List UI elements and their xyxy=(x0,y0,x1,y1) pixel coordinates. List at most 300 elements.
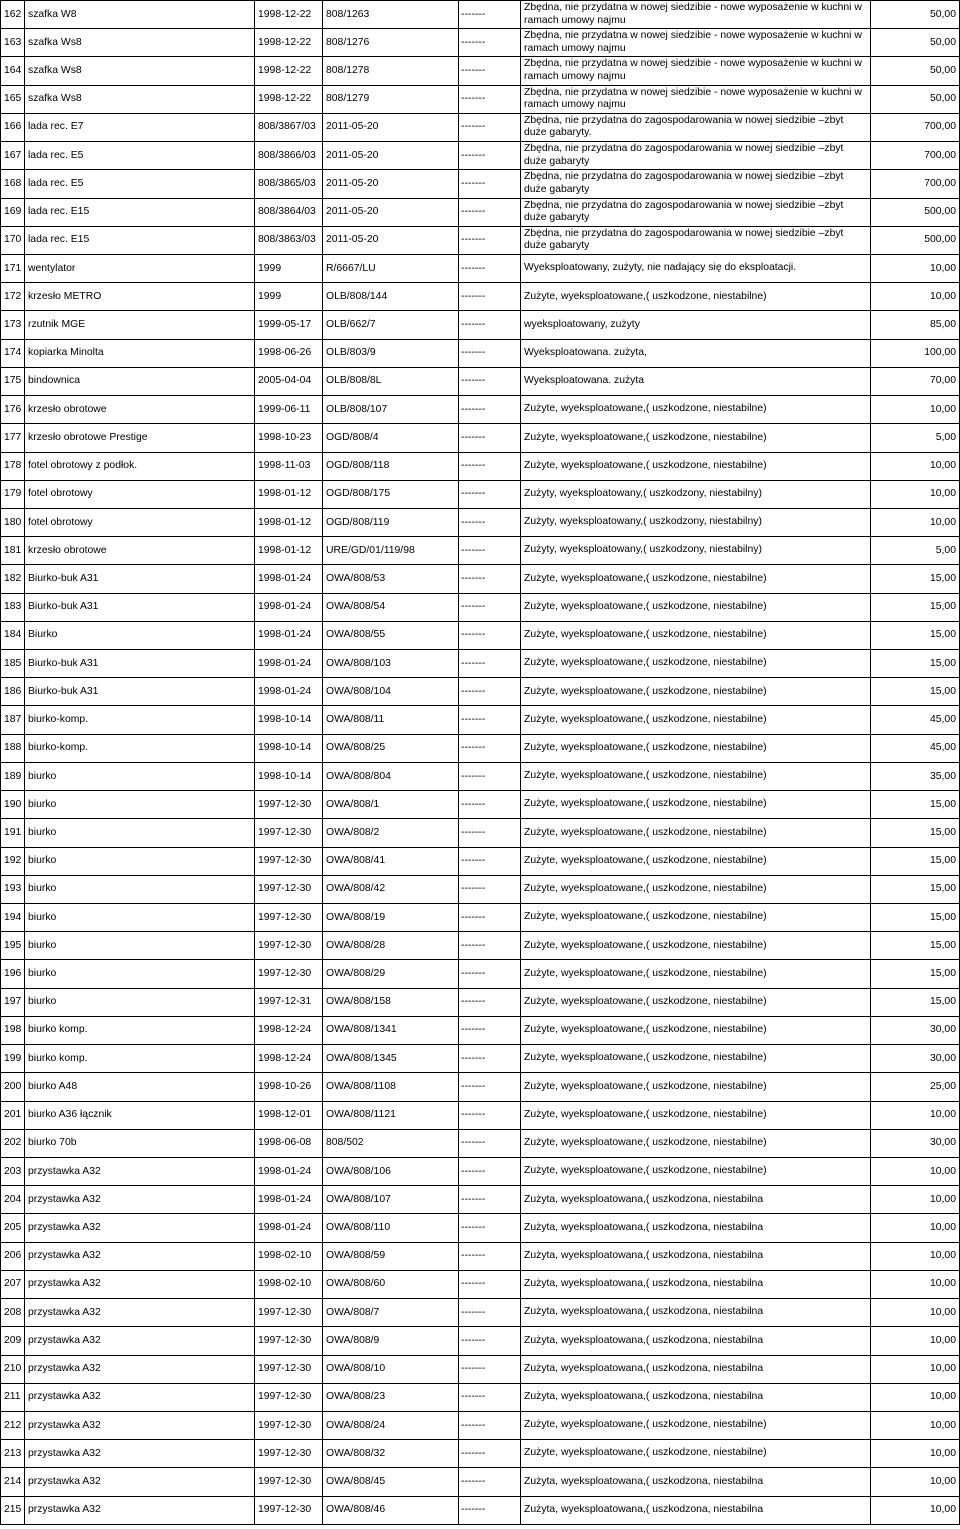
table-row xyxy=(1,621,960,649)
item-name: szafka Ws8 xyxy=(25,85,255,113)
row-number: 206 xyxy=(1,1242,25,1270)
acquisition-date: 1998-10-14 xyxy=(255,762,323,790)
table-row xyxy=(1,1157,960,1185)
placeholder-cell: ------- xyxy=(459,1,521,29)
acquisition-date: 1997-12-30 xyxy=(255,847,323,875)
table-row xyxy=(1,1468,960,1496)
item-name: wentylator xyxy=(25,254,255,282)
item-name: biurko xyxy=(25,960,255,988)
table-row xyxy=(1,1045,960,1073)
table-row xyxy=(1,1440,960,1468)
row-number: 202 xyxy=(1,1129,25,1157)
table-row xyxy=(1,226,960,254)
item-name: fotel obrotowy z podłok. xyxy=(25,452,255,480)
disposal-reason: Zużyte, wyeksploatowane,( uszkodzone, niestabilne) xyxy=(521,875,871,903)
item-value: 15,00 xyxy=(871,819,960,847)
placeholder-cell: ------- xyxy=(459,1299,521,1327)
item-name: biurko xyxy=(25,988,255,1016)
item-value: 10,00 xyxy=(871,1101,960,1129)
table-row xyxy=(1,734,960,762)
item-value: 15,00 xyxy=(871,960,960,988)
placeholder-cell: ------- xyxy=(459,988,521,1016)
item-name: przystawka A32 xyxy=(25,1468,255,1496)
placeholder-cell: ------- xyxy=(459,311,521,339)
acquisition-date: 1998-02-10 xyxy=(255,1270,323,1298)
placeholder-cell: ------- xyxy=(459,650,521,678)
inventory-number: OWA/808/53 xyxy=(323,565,459,593)
placeholder-cell: ------- xyxy=(459,1186,521,1214)
placeholder-cell: ------- xyxy=(459,113,521,141)
acquisition-date: 1997-12-30 xyxy=(255,1496,323,1524)
row-number: 171 xyxy=(1,254,25,282)
acquisition-date: 1997-12-31 xyxy=(255,988,323,1016)
inventory-number: 2011-05-20 xyxy=(323,226,459,254)
inventory-number: URE/GD/01/119/98 xyxy=(323,537,459,565)
placeholder-cell: ------- xyxy=(459,1383,521,1411)
item-name: przystawka A32 xyxy=(25,1242,255,1270)
acquisition-date: 1998-12-22 xyxy=(255,57,323,85)
table-row xyxy=(1,847,960,875)
placeholder-cell: ------- xyxy=(459,142,521,170)
row-number: 180 xyxy=(1,508,25,536)
item-value: 15,00 xyxy=(871,650,960,678)
inventory-number: OLB/803/9 xyxy=(323,339,459,367)
item-name: przystawka A32 xyxy=(25,1383,255,1411)
disposal-reason: Zużyte, wyeksploatowane,( uszkodzone, niestabilne) xyxy=(521,1101,871,1129)
row-number: 195 xyxy=(1,932,25,960)
disposal-reason: Zużyta, wyeksploatowana,( uszkodzona, niestabilna xyxy=(521,1468,871,1496)
item-value: 5,00 xyxy=(871,424,960,452)
inventory-number: OWA/808/25 xyxy=(323,734,459,762)
table-row xyxy=(1,424,960,452)
table-row xyxy=(1,791,960,819)
table-row xyxy=(1,565,960,593)
row-number: 191 xyxy=(1,819,25,847)
row-number: 178 xyxy=(1,452,25,480)
acquisition-date: 808/3867/03 xyxy=(255,113,323,141)
placeholder-cell: ------- xyxy=(459,1129,521,1157)
row-number: 170 xyxy=(1,226,25,254)
inventory-number: OWA/808/1 xyxy=(323,791,459,819)
disposal-reason: Zużyta, wyeksploatowana,( uszkodzona, niestabilna xyxy=(521,1299,871,1327)
row-number: 167 xyxy=(1,142,25,170)
item-name: przystawka A32 xyxy=(25,1496,255,1524)
item-value: 15,00 xyxy=(871,621,960,649)
placeholder-cell: ------- xyxy=(459,1327,521,1355)
table-row xyxy=(1,339,960,367)
item-name: biurko xyxy=(25,762,255,790)
table-row xyxy=(1,170,960,198)
inventory-number: 808/1276 xyxy=(323,29,459,57)
inventory-number: OWA/808/104 xyxy=(323,678,459,706)
row-number: 215 xyxy=(1,1496,25,1524)
disposal-reason: Zbędna, nie przydatna w nowej siedzibie - nowe wyposażenie w kuchni w ramach umowy najmu xyxy=(521,1,871,29)
row-number: 198 xyxy=(1,1016,25,1044)
row-number: 165 xyxy=(1,85,25,113)
inventory-number: OWA/808/32 xyxy=(323,1440,459,1468)
item-value: 10,00 xyxy=(871,508,960,536)
disposal-reason: Zużyte, wyeksploatowane,( uszkodzone, niestabilne) xyxy=(521,621,871,649)
item-value: 30,00 xyxy=(871,1045,960,1073)
inventory-number: OWA/808/19 xyxy=(323,904,459,932)
disposal-reason: Zużyte, wyeksploatowane,( uszkodzone, niestabilne) xyxy=(521,452,871,480)
disposal-reason: Zużyte, wyeksploatowane,( uszkodzone, niestabilne) xyxy=(521,283,871,311)
inventory-number: OWA/808/45 xyxy=(323,1468,459,1496)
acquisition-date: 1998-02-10 xyxy=(255,1242,323,1270)
acquisition-date: 1997-12-30 xyxy=(255,1299,323,1327)
placeholder-cell: ------- xyxy=(459,424,521,452)
row-number: 208 xyxy=(1,1299,25,1327)
inventory-number: 808/502 xyxy=(323,1129,459,1157)
item-name: przystawka A32 xyxy=(25,1299,255,1327)
item-name: szafka Ws8 xyxy=(25,29,255,57)
disposal-reason: Zużyta, wyeksploatowana,( uszkodzona, niestabilna xyxy=(521,1496,871,1524)
item-name: przystawka A32 xyxy=(25,1355,255,1383)
item-name: Biurko-buk A31 xyxy=(25,650,255,678)
item-name: bindownica xyxy=(25,367,255,395)
item-value: 10,00 xyxy=(871,1299,960,1327)
item-value: 15,00 xyxy=(871,565,960,593)
table-row xyxy=(1,1073,960,1101)
table-row xyxy=(1,367,960,395)
inventory-number: 2011-05-20 xyxy=(323,113,459,141)
inventory-number: OWA/808/106 xyxy=(323,1157,459,1185)
item-value: 10,00 xyxy=(871,1440,960,1468)
row-number: 193 xyxy=(1,875,25,903)
disposal-reason: Zużyte, wyeksploatowane,( uszkodzone, niestabilne) xyxy=(521,593,871,621)
row-number: 174 xyxy=(1,339,25,367)
disposal-reason: Wyeksploatowana. zużyta xyxy=(521,367,871,395)
item-name: rzutnik MGE xyxy=(25,311,255,339)
acquisition-date: 1998-01-24 xyxy=(255,565,323,593)
disposal-reason: Zużyte, wyeksploatowane,( uszkodzone, niestabilne) xyxy=(521,988,871,1016)
disposal-reason: Zużyte, wyeksploatowane,( uszkodzone, niestabilne) xyxy=(521,847,871,875)
table-row xyxy=(1,1327,960,1355)
disposal-reason: Zużyte, wyeksploatowane,( uszkodzone, niestabilne) xyxy=(521,819,871,847)
item-name: biurko xyxy=(25,791,255,819)
table-row xyxy=(1,1411,960,1439)
disposal-reason: Zbędna, nie przydatna w nowej siedzibie - nowe wyposażenie w kuchni w ramach umowy najmu xyxy=(521,57,871,85)
acquisition-date: 1999 xyxy=(255,254,323,282)
disposal-reason: wyeksploatowany, zużyty xyxy=(521,311,871,339)
placeholder-cell: ------- xyxy=(459,508,521,536)
item-value: 700,00 xyxy=(871,113,960,141)
acquisition-date: 1998-01-24 xyxy=(255,678,323,706)
row-number: 194 xyxy=(1,904,25,932)
inventory-number: OWA/808/9 xyxy=(323,1327,459,1355)
placeholder-cell: ------- xyxy=(459,198,521,226)
inventory-number: 2011-05-20 xyxy=(323,142,459,170)
item-value: 15,00 xyxy=(871,988,960,1016)
disposal-reason: Zużyte, wyeksploatowane,( uszkodzone, niestabilne) xyxy=(521,678,871,706)
table-row xyxy=(1,1129,960,1157)
acquisition-date: 1997-12-30 xyxy=(255,1383,323,1411)
item-value: 10,00 xyxy=(871,1468,960,1496)
row-number: 164 xyxy=(1,57,25,85)
placeholder-cell: ------- xyxy=(459,1270,521,1298)
table-row xyxy=(1,762,960,790)
item-name: lada rec. E5 xyxy=(25,142,255,170)
acquisition-date: 1998-01-24 xyxy=(255,621,323,649)
table-row xyxy=(1,706,960,734)
row-number: 214 xyxy=(1,1468,25,1496)
item-value: 50,00 xyxy=(871,85,960,113)
inventory-number: OLB/808/144 xyxy=(323,283,459,311)
inventory-number: OGD/808/4 xyxy=(323,424,459,452)
acquisition-date: 1998-01-24 xyxy=(255,650,323,678)
placeholder-cell: ------- xyxy=(459,1355,521,1383)
disposal-reason: Zużyte, wyeksploatowane,( uszkodzone, niestabilne) xyxy=(521,650,871,678)
table-row xyxy=(1,254,960,282)
disposal-reason: Zużyte, wyeksploatowane,( uszkodzone, niestabilne) xyxy=(521,1440,871,1468)
row-number: 199 xyxy=(1,1045,25,1073)
item-name: krzesło obrotowe Prestige xyxy=(25,424,255,452)
item-value: 10,00 xyxy=(871,1496,960,1524)
item-name: przystawka A32 xyxy=(25,1157,255,1185)
inventory-number: OGD/808/118 xyxy=(323,452,459,480)
item-name: biurko xyxy=(25,904,255,932)
item-value: 85,00 xyxy=(871,311,960,339)
inventory-number: OGD/808/119 xyxy=(323,508,459,536)
row-number: 186 xyxy=(1,678,25,706)
placeholder-cell: ------- xyxy=(459,226,521,254)
row-number: 190 xyxy=(1,791,25,819)
placeholder-cell: ------- xyxy=(459,762,521,790)
item-value: 5,00 xyxy=(871,537,960,565)
disposal-reason: Wyeksploatowany, zużyty, nie nadający się do eksploatacji. xyxy=(521,254,871,282)
item-name: biurko komp. xyxy=(25,1016,255,1044)
acquisition-date: 1998-01-24 xyxy=(255,593,323,621)
item-name: lada rec. E15 xyxy=(25,226,255,254)
table-row xyxy=(1,1383,960,1411)
item-value: 15,00 xyxy=(871,932,960,960)
table-row xyxy=(1,650,960,678)
acquisition-date: 1998-01-24 xyxy=(255,1186,323,1214)
item-name: biurko xyxy=(25,875,255,903)
inventory-number: 808/1279 xyxy=(323,85,459,113)
placeholder-cell: ------- xyxy=(459,960,521,988)
disposal-reason: Zbędna, nie przydatna do zagospodarowania w nowej siedzibie –zbyt duże gabaryty xyxy=(521,142,871,170)
acquisition-date: 1998-10-14 xyxy=(255,706,323,734)
table-row xyxy=(1,1242,960,1270)
acquisition-date: 1997-12-30 xyxy=(255,1355,323,1383)
item-name: Biurko-buk A31 xyxy=(25,565,255,593)
placeholder-cell: ------- xyxy=(459,565,521,593)
disposal-reason: Zużyta, wyeksploatowana,( uszkodzona, niestabilna xyxy=(521,1270,871,1298)
table-row xyxy=(1,875,960,903)
item-value: 30,00 xyxy=(871,1016,960,1044)
inventory-number: 808/1263 xyxy=(323,1,459,29)
row-number: 166 xyxy=(1,113,25,141)
placeholder-cell: ------- xyxy=(459,1496,521,1524)
disposal-reason: Zużyta, wyeksploatowana,( uszkodzona, niestabilna xyxy=(521,1383,871,1411)
row-number: 181 xyxy=(1,537,25,565)
item-value: 500,00 xyxy=(871,226,960,254)
placeholder-cell: ------- xyxy=(459,1045,521,1073)
table-row xyxy=(1,960,960,988)
inventory-number: OWA/808/107 xyxy=(323,1186,459,1214)
acquisition-date: 808/3865/03 xyxy=(255,170,323,198)
item-name: biurko xyxy=(25,819,255,847)
inventory-number: OWA/808/29 xyxy=(323,960,459,988)
item-value: 10,00 xyxy=(871,480,960,508)
item-value: 30,00 xyxy=(871,1129,960,1157)
row-number: 177 xyxy=(1,424,25,452)
table-row xyxy=(1,1496,960,1524)
item-value: 10,00 xyxy=(871,1186,960,1214)
acquisition-date: 2005-04-04 xyxy=(255,367,323,395)
item-value: 10,00 xyxy=(871,1327,960,1355)
item-name: lada rec. E7 xyxy=(25,113,255,141)
placeholder-cell: ------- xyxy=(459,1073,521,1101)
table-row xyxy=(1,311,960,339)
row-number: 173 xyxy=(1,311,25,339)
acquisition-date: 1997-12-30 xyxy=(255,932,323,960)
row-number: 205 xyxy=(1,1214,25,1242)
inventory-number: OLB/662/7 xyxy=(323,311,459,339)
item-value: 500,00 xyxy=(871,198,960,226)
placeholder-cell: ------- xyxy=(459,1157,521,1185)
placeholder-cell: ------- xyxy=(459,452,521,480)
placeholder-cell: ------- xyxy=(459,593,521,621)
inventory-number: 2011-05-20 xyxy=(323,170,459,198)
item-name: lada rec. E15 xyxy=(25,198,255,226)
item-name: przystawka A32 xyxy=(25,1327,255,1355)
disposal-reason: Zbędna, nie przydatna w nowej siedzibie - nowe wyposażenie w kuchni w ramach umowy najmu xyxy=(521,29,871,57)
disposal-reason: Zużyte, wyeksploatowane,( uszkodzone, niestabilne) xyxy=(521,1411,871,1439)
placeholder-cell: ------- xyxy=(459,283,521,311)
item-name: biurko-komp. xyxy=(25,706,255,734)
item-value: 15,00 xyxy=(871,904,960,932)
row-number: 197 xyxy=(1,988,25,1016)
disposal-reason: Zużyte, wyeksploatowane,( uszkodzone, niestabilne) xyxy=(521,960,871,988)
inventory-number: OWA/808/10 xyxy=(323,1355,459,1383)
disposal-reason: Zużyty, wyeksploatowany,( uszkodzony, niestabilny) xyxy=(521,537,871,565)
item-name: szafka W8 xyxy=(25,1,255,29)
placeholder-cell: ------- xyxy=(459,170,521,198)
item-value: 15,00 xyxy=(871,875,960,903)
table-row xyxy=(1,29,960,57)
item-name: Biurko-buk A31 xyxy=(25,678,255,706)
row-number: 196 xyxy=(1,960,25,988)
item-value: 10,00 xyxy=(871,283,960,311)
table-row xyxy=(1,57,960,85)
disposal-reason: Zużyty, wyeksploatowany,( uszkodzony, niestabilny) xyxy=(521,480,871,508)
disposal-reason: Zużyte, wyeksploatowane,( uszkodzone, niestabilne) xyxy=(521,1129,871,1157)
disposal-reason: Zużyte, wyeksploatowane,( uszkodzone, niestabilne) xyxy=(521,1157,871,1185)
acquisition-date: 1998-10-14 xyxy=(255,734,323,762)
item-value: 10,00 xyxy=(871,1383,960,1411)
item-name: krzesło obrotowe xyxy=(25,537,255,565)
table-row xyxy=(1,1016,960,1044)
disposal-reason: Zużyte, wyeksploatowane,( uszkodzone, niestabilne) xyxy=(521,762,871,790)
acquisition-date: 1997-12-30 xyxy=(255,960,323,988)
row-number: 188 xyxy=(1,734,25,762)
disposal-reason: Zużyte, wyeksploatowane,( uszkodzone, niestabilne) xyxy=(521,932,871,960)
disposal-reason: Zużyta, wyeksploatowana,( uszkodzona, niestabilna xyxy=(521,1214,871,1242)
acquisition-date: 1999-06-11 xyxy=(255,396,323,424)
table-row xyxy=(1,198,960,226)
item-value: 15,00 xyxy=(871,593,960,621)
row-number: 169 xyxy=(1,198,25,226)
placeholder-cell: ------- xyxy=(459,396,521,424)
item-name: biurko-komp. xyxy=(25,734,255,762)
disposal-reason: Zużyte, wyeksploatowane,( uszkodzone, niestabilne) xyxy=(521,706,871,734)
item-value: 10,00 xyxy=(871,396,960,424)
row-number: 172 xyxy=(1,283,25,311)
acquisition-date: 1998-01-12 xyxy=(255,508,323,536)
placeholder-cell: ------- xyxy=(459,904,521,932)
placeholder-cell: ------- xyxy=(459,734,521,762)
inventory-number: OWA/808/41 xyxy=(323,847,459,875)
item-name: biurko xyxy=(25,847,255,875)
item-value: 15,00 xyxy=(871,678,960,706)
item-value: 15,00 xyxy=(871,791,960,819)
disposal-reason: Zużyta, wyeksploatowana,( uszkodzona, niestabilna xyxy=(521,1327,871,1355)
table-row xyxy=(1,904,960,932)
placeholder-cell: ------- xyxy=(459,1016,521,1044)
inventory-number: OWA/808/59 xyxy=(323,1242,459,1270)
acquisition-date: 1997-12-30 xyxy=(255,875,323,903)
inventory-number: OWA/808/1345 xyxy=(323,1045,459,1073)
placeholder-cell: ------- xyxy=(459,621,521,649)
table-row xyxy=(1,988,960,1016)
inventory-number: OWA/808/46 xyxy=(323,1496,459,1524)
item-name: przystawka A32 xyxy=(25,1270,255,1298)
disposal-reason: Zużyte, wyeksploatowane,( uszkodzone, niestabilne) xyxy=(521,565,871,593)
table-row xyxy=(1,1299,960,1327)
acquisition-date: 1998-01-24 xyxy=(255,1214,323,1242)
item-name: przystawka A32 xyxy=(25,1440,255,1468)
acquisition-date: 1998-06-08 xyxy=(255,1129,323,1157)
row-number: 162 xyxy=(1,1,25,29)
item-name: Biurko xyxy=(25,621,255,649)
item-value: 10,00 xyxy=(871,1157,960,1185)
inventory-number: OWA/808/23 xyxy=(323,1383,459,1411)
row-number: 179 xyxy=(1,480,25,508)
disposal-reason: Zużyta, wyeksploatowana,( uszkodzona, niestabilna xyxy=(521,1355,871,1383)
acquisition-date: 1998-10-23 xyxy=(255,424,323,452)
disposal-reason: Zużyte, wyeksploatowane,( uszkodzone, niestabilne) xyxy=(521,396,871,424)
inventory-number: OWA/808/804 xyxy=(323,762,459,790)
placeholder-cell: ------- xyxy=(459,1214,521,1242)
placeholder-cell: ------- xyxy=(459,1440,521,1468)
table-row xyxy=(1,932,960,960)
item-value: 70,00 xyxy=(871,367,960,395)
row-number: 211 xyxy=(1,1383,25,1411)
acquisition-date: 1997-12-30 xyxy=(255,1468,323,1496)
placeholder-cell: ------- xyxy=(459,847,521,875)
table-row xyxy=(1,508,960,536)
inventory-number: OWA/808/60 xyxy=(323,1270,459,1298)
item-name: biurko 70b xyxy=(25,1129,255,1157)
row-number: 210 xyxy=(1,1355,25,1383)
acquisition-date: 1997-12-30 xyxy=(255,1440,323,1468)
disposal-reason: Zużyte, wyeksploatowane,( uszkodzone, niestabilne) xyxy=(521,1045,871,1073)
acquisition-date: 1997-12-30 xyxy=(255,1411,323,1439)
disposal-reason: Zużyta, wyeksploatowana,( uszkodzona, niestabilna xyxy=(521,1242,871,1270)
item-value: 10,00 xyxy=(871,1270,960,1298)
table-row xyxy=(1,1214,960,1242)
item-value: 15,00 xyxy=(871,847,960,875)
item-value: 10,00 xyxy=(871,1214,960,1242)
placeholder-cell: ------- xyxy=(459,29,521,57)
acquisition-date: 1998-01-24 xyxy=(255,1157,323,1185)
inventory-number: OWA/808/1341 xyxy=(323,1016,459,1044)
placeholder-cell: ------- xyxy=(459,537,521,565)
row-number: 168 xyxy=(1,170,25,198)
row-number: 187 xyxy=(1,706,25,734)
